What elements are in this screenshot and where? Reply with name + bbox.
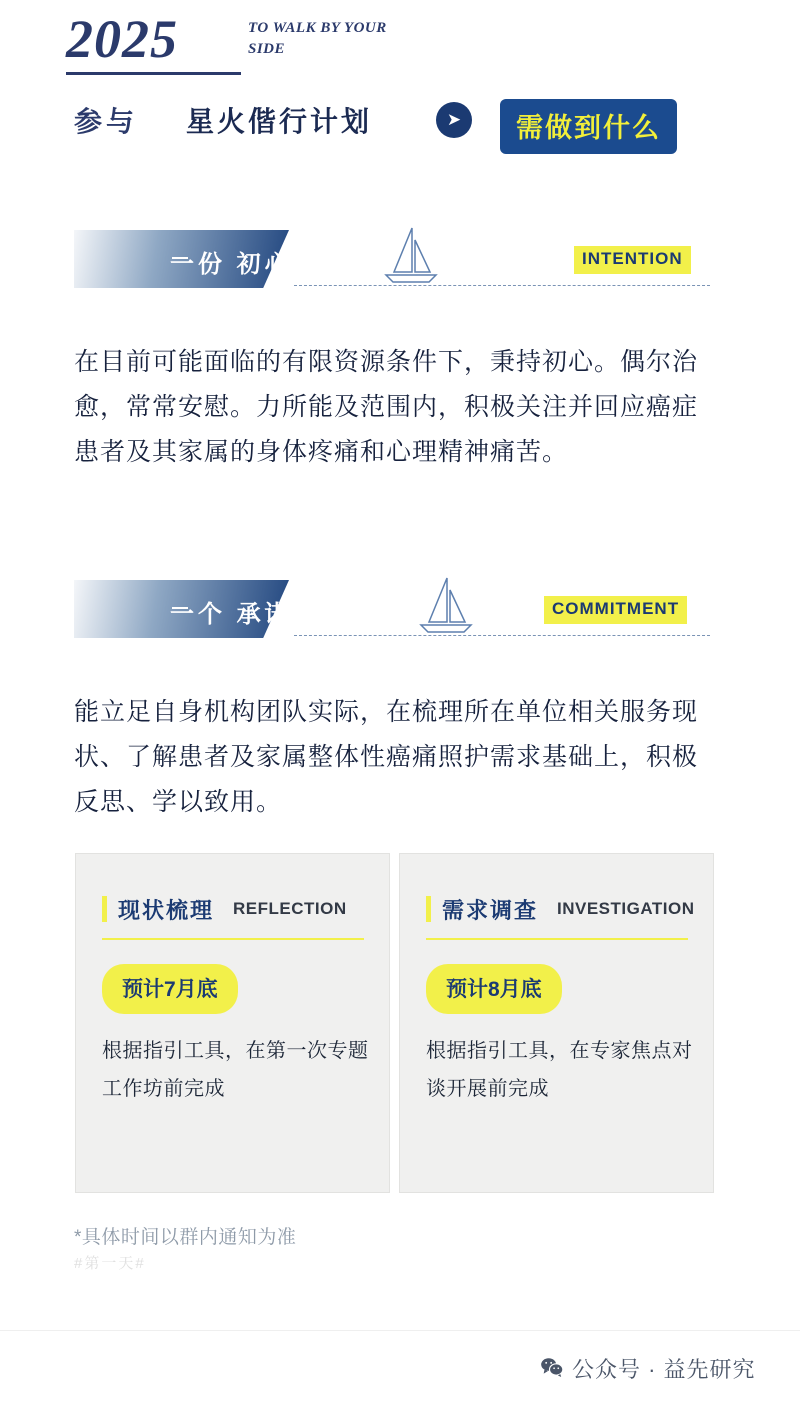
card-reflection [75,853,390,1193]
card-title-english: INVESTIGATION [557,899,695,918]
page-header [0,0,800,170]
card-deadline-chip: 预计7月底 [102,964,238,1014]
banner-divider [294,285,710,286]
watermark: #第一天# [74,1255,146,1272]
card-deadline-chip: 预计8月底 [426,964,562,1014]
section-banner [74,230,710,294]
card-description: 根据指引工具，在专家焦点对谈开展前完成 [426,1040,693,1100]
tagline: TO WALK BY YOUR SIDE [248,20,387,57]
year-title: 2025 [66,9,178,69]
banner-divider [294,635,710,636]
banner-english-label: COMMITMENT [544,596,687,624]
section-commitment [0,580,800,816]
card-title-english: REFLECTION [233,899,347,918]
wechat-icon [540,1357,564,1377]
card-divider [426,938,688,940]
card-accent-bar [426,896,431,922]
page-footer [0,1330,800,1406]
banner-title: 一份 初心 [170,251,293,278]
card-accent-bar [102,896,107,922]
year-underline [66,72,241,75]
card-title: 需求调查 [442,898,539,923]
header-line-2: 星火偕行计划 [186,106,373,137]
section-banner [74,580,710,644]
card-description: 根据指引工具，在第一次专题工作坊前完成 [102,1040,369,1100]
section-body: 在目前可能面临的有限资源条件下，秉持初心。偶尔治愈，常常安慰。力所能及范围内，积极关注并回应癌症患者及其家属的身体疼痛和心理精神痛苦。 [74,348,699,466]
chevron-right-icon: ➤ [436,102,472,138]
banner-english-label: INTENTION [574,246,691,274]
banner-title: 一个 承诺 [170,601,293,628]
card-investigation [399,853,714,1193]
section-body: 能立足自身机构团队实际，在梳理所在单位相关服务现状、了解患者及家属整体性癌痛照护需求基础上，积极反思、学以致用。 [74,698,699,816]
header-line-1: 参与 [74,106,139,137]
header-pill: 需做到什么 [500,99,677,154]
footer-label: 公众号 · 益先研究 [572,1357,756,1382]
sailboat-icon [374,220,444,290]
section-intention [0,230,800,466]
card-title: 现状梳理 [118,898,215,923]
footnote: *具体时间以群内通知为准 [74,1227,297,1248]
card-divider [102,938,364,940]
sailboat-icon [409,570,479,640]
